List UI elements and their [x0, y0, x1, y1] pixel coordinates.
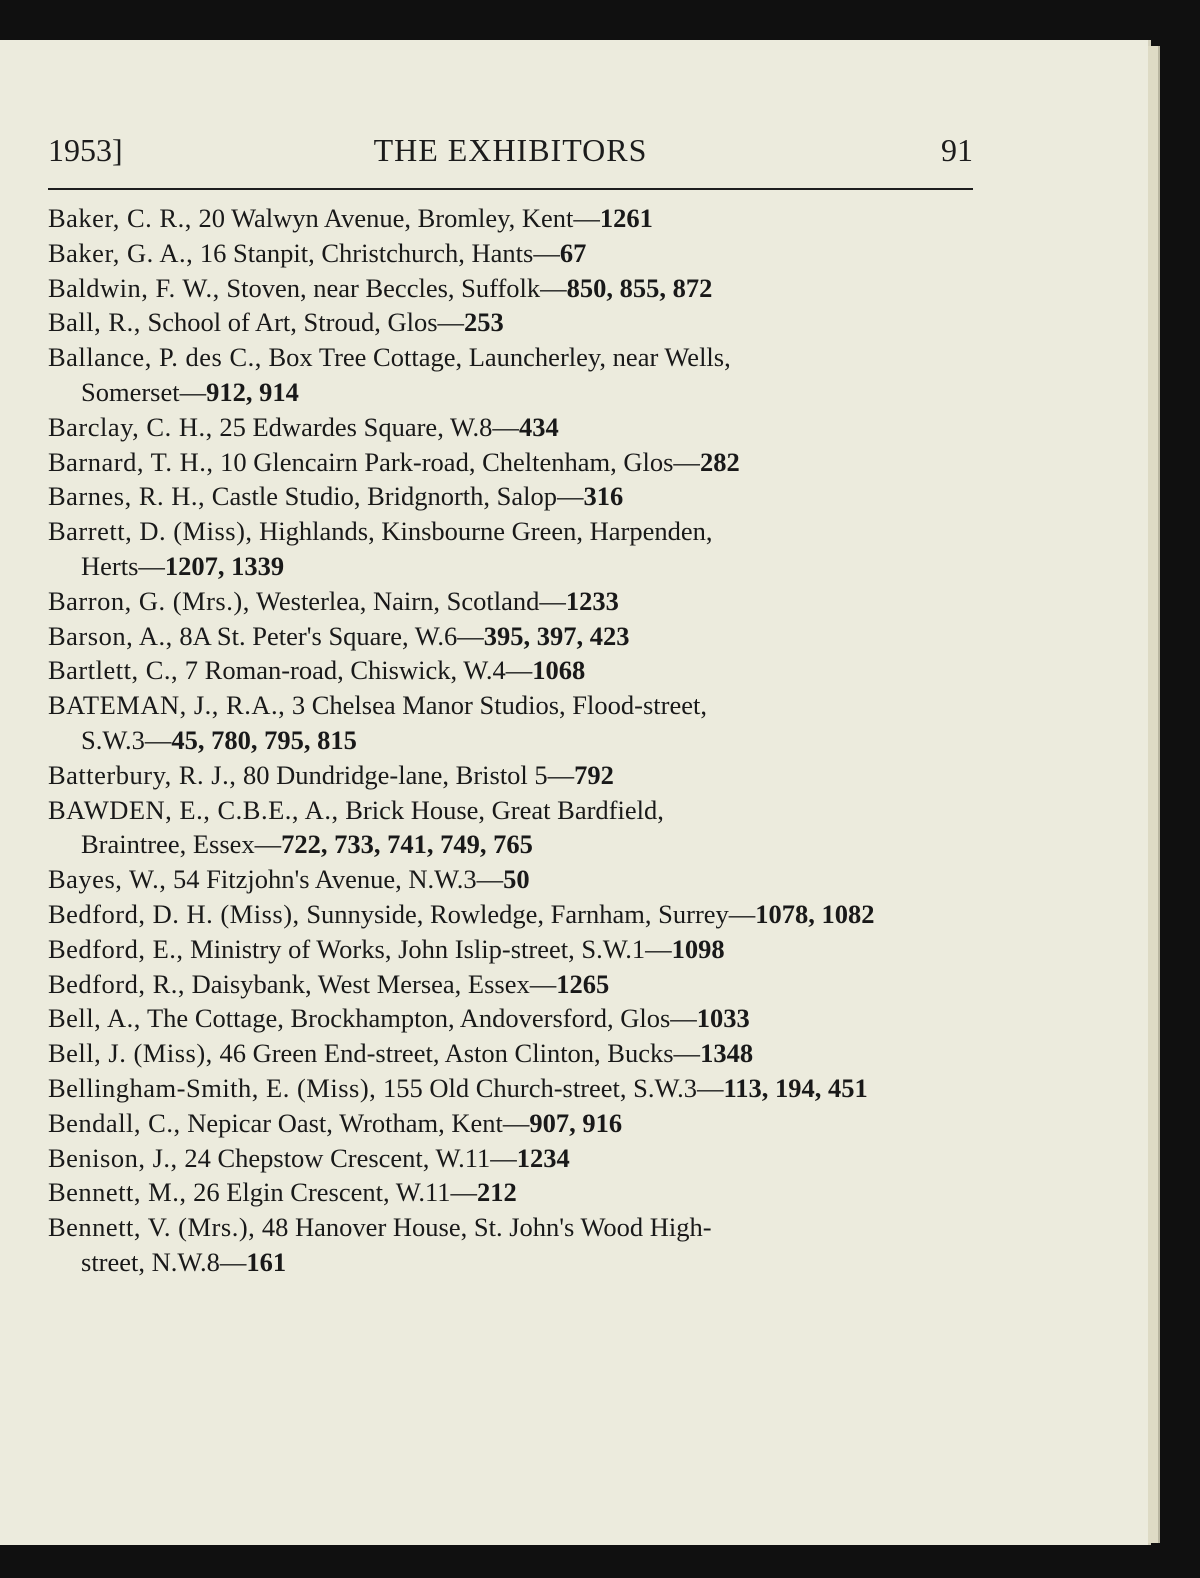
catalogue-numbers: 161 [246, 1246, 287, 1277]
exhibitor-name: BAWDEN, E., C.B.E., A., [48, 794, 339, 825]
exhibitor-address: Stoven, near Beccles, Suffolk— [219, 272, 567, 303]
exhibitor-address: 80 Dundridge-lane, Bristol 5— [236, 759, 575, 790]
exhibitor-address: 46 Green End-street, Aston Clinton, Bucks— [212, 1038, 701, 1069]
catalogue-numbers: 907, 916 [529, 1107, 623, 1138]
catalogue-numbers: 282 [699, 446, 740, 477]
exhibitor-name: Ball, R., [48, 307, 141, 338]
exhibitor-address-continued: Somerset— [81, 376, 207, 407]
exhibitor-name: Bedford, D. H. (Miss), [48, 898, 300, 929]
exhibitor-name: Barron, G. (Mrs.), [48, 585, 250, 616]
exhibitor-entry [48, 1071, 978, 1106]
exhibitor-address-continued: Herts— [81, 550, 165, 581]
catalogue-numbers: 316 [583, 481, 624, 512]
catalogue-numbers: 1265 [556, 968, 610, 999]
exhibitor-address: Highlands, Kinsbourne Green, Harpenden, [252, 516, 713, 547]
catalogue-numbers: 792 [574, 759, 614, 790]
exhibitor-entry [48, 271, 978, 306]
exhibitor-name: Bell, A., [48, 1003, 141, 1034]
exhibitor-address-continued: Braintree, Essex— [81, 829, 282, 860]
exhibitor-entry [48, 897, 978, 932]
exhibitor-address: 48 Hanover House, St. John's Wood High- [255, 1212, 712, 1243]
exhibitor-entry [48, 479, 978, 514]
exhibitor-address: 155 Old Church-street, S.W.3— [376, 1072, 724, 1103]
exhibitor-name: Baker, G. A., [48, 237, 194, 268]
exhibitor-name: Bellingham-Smith, E. (Miss), [48, 1072, 377, 1103]
catalogue-numbers: 850, 855, 872 [566, 272, 713, 303]
catalogue-numbers: 722, 733, 741, 749, 765 [281, 829, 533, 860]
exhibitor-entry [48, 619, 978, 654]
catalogue-numbers: 1033 [696, 1003, 750, 1034]
exhibitor-address: 54 Fitzjohn's Avenue, N.W.3— [166, 864, 504, 895]
exhibitor-address: 25 Edwardes Square, W.8— [212, 411, 519, 442]
exhibitor-name: Bennett, M., [48, 1177, 187, 1208]
exhibitor-address: Daisybank, West Mersea, Essex— [185, 968, 557, 999]
page-edge [1148, 46, 1160, 1543]
exhibitor-address: 16 Stanpit, Christchurch, Hants— [193, 237, 560, 268]
catalogue-numbers: 1068 [532, 655, 586, 686]
exhibitor-address: School of Art, Stroud, Glos— [140, 307, 465, 338]
running-head [48, 132, 973, 172]
exhibitor-entry [48, 236, 978, 271]
running-head-year: 1953] [48, 132, 123, 168]
exhibitor-entry [48, 201, 978, 236]
exhibitor-entry [48, 1210, 978, 1280]
exhibitor-address: Sunnyside, Rowledge, Farnham, Surrey— [299, 898, 756, 929]
exhibitor-name: Bennett, V. (Mrs.), [48, 1212, 256, 1243]
exhibitor-address: 8A St. Peter's Square, W.6— [172, 620, 484, 651]
catalogue-numbers: 45, 780, 795, 815 [171, 724, 357, 755]
exhibitor-entry [48, 445, 978, 480]
catalogue-numbers: 1234 [516, 1142, 570, 1173]
exhibitor-entry [48, 1001, 978, 1036]
exhibitor-address: Westerlea, Nairn, Scotland— [249, 585, 566, 616]
header-rule [48, 188, 973, 190]
exhibitor-name: Baldwin, F. W., [48, 272, 220, 303]
catalogue-numbers: 113, 194, 451 [723, 1072, 868, 1103]
catalogue-numbers: 1233 [565, 585, 619, 616]
exhibitor-entry [48, 967, 978, 1002]
exhibitor-entry [48, 584, 978, 619]
exhibitor-name: Ballance, P. des C., [48, 342, 262, 373]
exhibitor-name: Barclay, C. H., [48, 411, 213, 442]
exhibitor-entry [48, 758, 978, 793]
exhibitor-name: Bell, J. (Miss), [48, 1038, 213, 1069]
exhibitor-address: 7 Roman-road, Chiswick, W.4— [178, 655, 533, 686]
exhibitor-entry [48, 793, 978, 863]
exhibitor-address: Brick House, Great Bardfield, [338, 794, 664, 825]
exhibitor-address: 20 Walwyn Avenue, Bromley, Kent— [191, 203, 600, 233]
exhibitor-address: Castle Studio, Bridgnorth, Salop— [205, 481, 584, 512]
exhibitor-address: 26 Elgin Crescent, W.11— [186, 1177, 477, 1208]
exhibitor-name: Bartlett, C., [48, 655, 179, 686]
catalogue-numbers: 1261 [599, 203, 653, 233]
exhibitor-name: Benison, J., [48, 1142, 178, 1173]
exhibitor-entry [48, 1106, 978, 1141]
exhibitor-name: Bedford, R., [48, 968, 186, 999]
exhibitor-address: 10 Glencairn Park-road, Cheltenham, Glos— [213, 446, 700, 477]
exhibitor-name: Batterbury, R. J., [48, 759, 237, 790]
catalogue-numbers: 1078, 1082 [755, 898, 875, 929]
exhibitor-address-continued: S.W.3— [81, 724, 172, 755]
exhibitor-list [48, 201, 978, 1280]
exhibitor-entry [48, 340, 978, 410]
catalogue-numbers: 67 [559, 237, 587, 268]
exhibitor-address: Ministry of Works, John Islip-street, S.W.1— [183, 933, 672, 964]
exhibitor-entry [48, 688, 978, 758]
page-number: 91 [941, 132, 973, 168]
exhibitor-entry [48, 410, 978, 445]
catalogue-numbers: 1348 [700, 1038, 754, 1069]
catalogue-numbers: 912, 914 [206, 376, 299, 407]
catalogue-numbers: 434 [518, 411, 559, 442]
exhibitor-name: Bayes, W., [48, 864, 167, 895]
catalogue-numbers: 1207, 1339 [164, 550, 285, 581]
exhibitor-address: 3 Chelsea Manor Studios, Flood-street, [285, 690, 707, 721]
catalogue-numbers: 395, 397, 423 [483, 620, 630, 651]
exhibitor-name: Barnes, R. H., [48, 481, 206, 512]
catalogue-numbers: 253 [464, 307, 504, 338]
exhibitor-entry [48, 1175, 978, 1210]
catalogue-numbers: 50 [503, 864, 530, 895]
exhibitor-name: Barnard, T. H., [48, 446, 214, 477]
exhibitor-entry [48, 653, 978, 688]
exhibitor-name: BATEMAN, J., R.A., [48, 690, 286, 721]
running-head-title: THE EXHIBITORS [373, 132, 648, 168]
exhibitor-entry [48, 932, 978, 967]
exhibitor-entry [48, 1036, 978, 1071]
exhibitor-name: Barrett, D. (Miss), [48, 516, 253, 547]
exhibitor-entry [48, 305, 978, 340]
exhibitor-name: Bedford, E., [48, 933, 184, 964]
exhibitor-name: Baker, C. R., [48, 203, 192, 233]
catalogue-numbers: 1098 [671, 933, 725, 964]
exhibitor-name: Bendall, C., [48, 1107, 181, 1138]
catalogue-numbers: 212 [477, 1177, 517, 1208]
exhibitor-entry [48, 862, 978, 897]
exhibitor-address: 24 Chepstow Crescent, W.11— [177, 1142, 517, 1173]
exhibitor-address: Box Tree Cottage, Launcherley, near Wells, [261, 342, 731, 373]
exhibitor-name: Barson, A., [48, 620, 173, 651]
exhibitor-address: Nepicar Oast, Wrotham, Kent— [180, 1107, 530, 1138]
exhibitor-entry [48, 514, 978, 584]
exhibitor-address-continued: street, N.W.8— [81, 1246, 247, 1277]
exhibitor-entry [48, 1141, 978, 1176]
exhibitor-address: The Cottage, Brockhampton, Andoversford, Glos— [140, 1003, 697, 1034]
